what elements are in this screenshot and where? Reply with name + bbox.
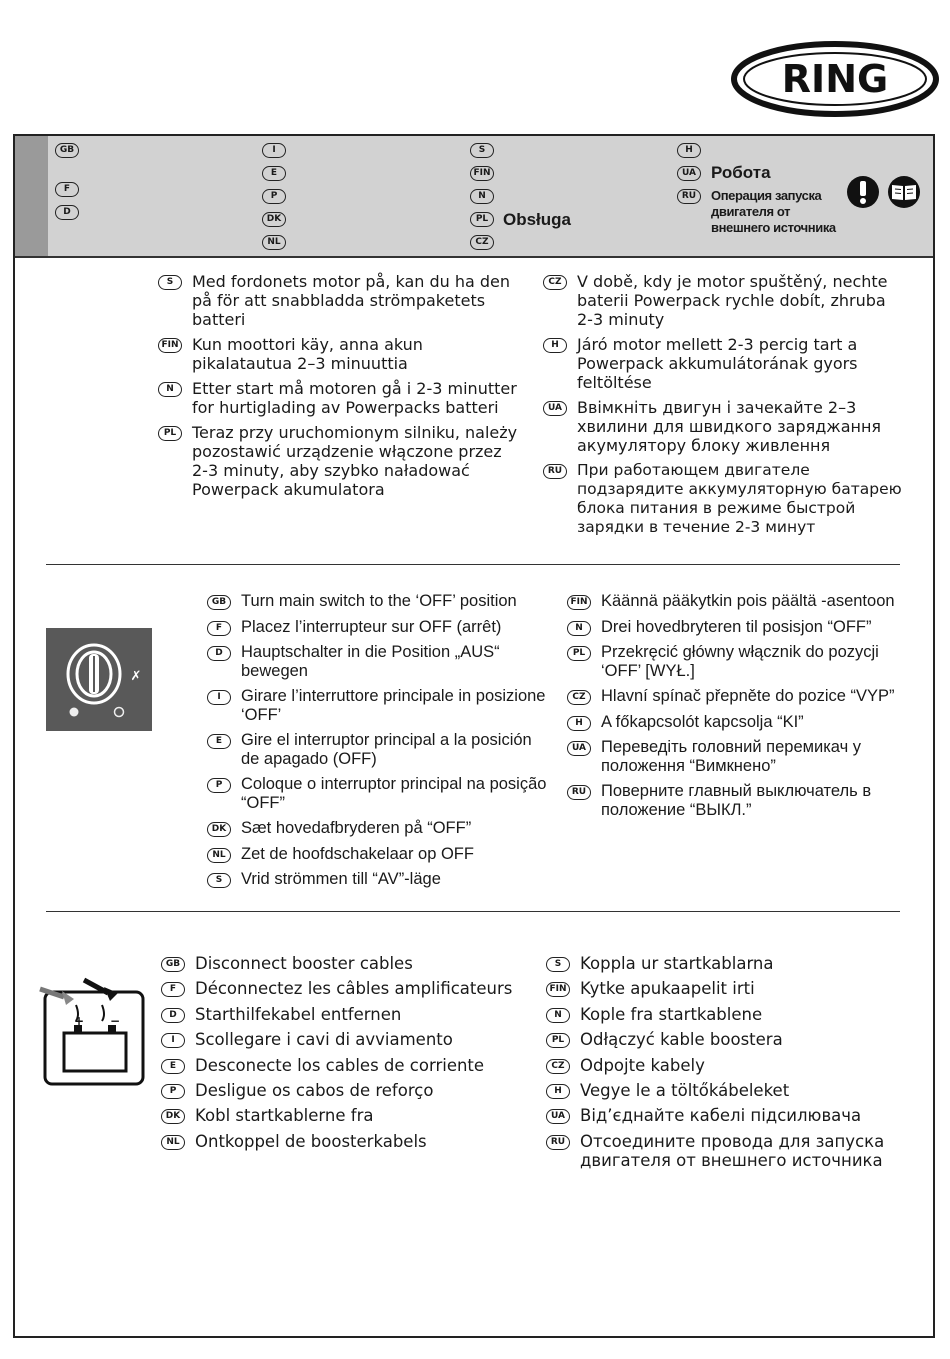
lang-badge: N xyxy=(546,1008,570,1023)
lang-badge: FIN xyxy=(470,166,494,181)
lang-badge: PL xyxy=(546,1033,570,1048)
instruction-item xyxy=(158,272,518,329)
instruction-item xyxy=(158,423,518,499)
lang-badge: F xyxy=(161,982,185,997)
instruction-text: Від’єднайте кабелі підсилювача xyxy=(580,1106,862,1126)
lang-badge: GB xyxy=(55,143,79,158)
lang-badge: P xyxy=(161,1084,185,1099)
lang-badge: P xyxy=(262,189,286,204)
lang-badge: GB xyxy=(207,595,231,610)
instruction-text: Vegye le a töltőkábeleket xyxy=(580,1080,790,1100)
lang-badge: E xyxy=(262,166,286,181)
instruction-text: Drei hovedbryteren til posisjon “OFF” xyxy=(601,617,872,636)
lang-badge: I xyxy=(262,143,286,158)
instruction-text: Vrid strömmen till “AV”-läge xyxy=(241,870,441,888)
lang-badge: RU xyxy=(677,189,701,204)
instruction-item xyxy=(546,1005,911,1024)
lang-badge: FIN xyxy=(546,982,570,997)
lang-badge: DK xyxy=(161,1109,185,1124)
instruction-text: При работающем двигателе подзарядите аккумуляторную батарею блока питания в режиме быстрой зарядки в течение 2-3 минут xyxy=(577,461,902,536)
lang-badge: N xyxy=(158,382,182,397)
lang-badge: RU xyxy=(543,464,567,479)
instruction-item xyxy=(567,713,907,732)
instruction-text: Koppla ur startkablarna xyxy=(580,954,774,973)
instruction-text: A főkapcsolót kapcsolja “KI” xyxy=(601,712,804,731)
lang-badge: CZ xyxy=(546,1059,570,1074)
section-divider xyxy=(46,564,900,565)
instruction-text: Odpojte kabely xyxy=(580,1055,705,1075)
lang-badge: CZ xyxy=(543,275,567,290)
svg-text:✗: ✗ xyxy=(130,669,142,684)
lang-badge: S xyxy=(207,873,231,888)
lang-badge: E xyxy=(161,1059,185,1074)
svg-text:−: − xyxy=(110,1014,121,1028)
exclamation-icon xyxy=(847,176,879,208)
instruction-text: Поверните главный выключатель в положение “ВЫКЛ.” xyxy=(601,782,872,819)
instruction-item xyxy=(161,979,531,998)
instruction-text: Odłączyć kable boostera xyxy=(580,1030,783,1050)
instruction-text: Kytke apukaapelit irti xyxy=(580,979,755,999)
section3-left xyxy=(161,954,531,1157)
battery-cables-icon xyxy=(36,975,154,1093)
book-icon xyxy=(888,176,920,208)
instruction-item xyxy=(543,461,903,537)
header-title-ua: Робота xyxy=(711,163,771,182)
instruction-item xyxy=(546,1081,911,1100)
instruction-item xyxy=(543,335,903,392)
lang-badge: S xyxy=(470,143,494,158)
lang-badge: CZ xyxy=(470,235,494,250)
lang-badge: I xyxy=(161,1033,185,1048)
section-divider xyxy=(46,911,900,912)
instruction-item xyxy=(546,1106,911,1125)
instruction-text: Etter start må motoren gå i 2-3 minutter for hurtiglading av Powerpacks batteri xyxy=(192,379,517,417)
instruction-text: Käännä pääkytkin pois päältä -asentoon xyxy=(601,592,895,610)
instruction-text: Hauptschalter in die Position „AUS“ bewegen xyxy=(241,643,500,680)
instruction-text: Kun moottori käy, anna akun pikalatautua 2–3 minuuttia xyxy=(192,335,423,373)
instruction-text: Kople fra startkablene xyxy=(580,1004,763,1024)
lang-badge: F xyxy=(55,182,79,197)
instruction-text: Placez l’interrupteur sur OFF (arrêt) xyxy=(241,617,502,636)
instruction-item xyxy=(207,592,552,611)
instruction-item xyxy=(546,1056,911,1075)
header-title-ru: Операция запуска двигателя от внешнего источника xyxy=(711,188,836,235)
section1-right xyxy=(543,272,903,543)
instruction-text: Med fordonets motor på, kan du ha den på för att snabbladda strömpaketets batteri xyxy=(192,272,511,329)
instruction-text: Отсоедините провода для запуска двигателя от внешнего источника xyxy=(580,1131,885,1170)
instruction-text: Járó motor mellett 2-3 percig tart a Powerpack akkumulátorának gyors feltöltése xyxy=(577,335,858,392)
svg-text:+: + xyxy=(74,1014,85,1028)
instruction-item xyxy=(161,1132,531,1151)
instruction-item xyxy=(567,687,907,706)
instruction-item xyxy=(207,731,552,768)
instruction-item xyxy=(207,870,552,889)
lang-badge: FIN xyxy=(567,595,591,610)
instruction-item xyxy=(567,782,907,819)
header-accent xyxy=(15,136,48,256)
instruction-item xyxy=(567,738,907,775)
lang-badge: FIN xyxy=(158,338,182,353)
lang-badge: I xyxy=(207,690,231,705)
instruction-item xyxy=(546,1030,911,1049)
instruction-item xyxy=(161,954,531,973)
header-title-pl: Obsługa xyxy=(503,210,572,229)
lang-badge: UA xyxy=(567,741,591,756)
instruction-text: Desligue os cabos de reforço xyxy=(195,1080,434,1100)
instruction-text: Déconnectez les câbles amplificateurs xyxy=(195,979,513,999)
instruction-text: Переведіть головний перемикач у положення “Вимкнено” xyxy=(601,738,862,775)
lang-badge: D xyxy=(161,1008,185,1023)
lang-badge: NL xyxy=(207,848,231,863)
instruction-text: Kobl startkablerne fra xyxy=(195,1106,374,1126)
ring-logo xyxy=(730,40,940,118)
instruction-text: Sæt hovedafbryderen på “OFF” xyxy=(241,819,472,837)
instruction-text: Scollegare i cavi di avviamento xyxy=(195,1030,453,1050)
lang-badge: RU xyxy=(546,1135,570,1150)
lang-badge: NL xyxy=(262,235,286,250)
instruction-item xyxy=(207,618,552,637)
lang-badge: D xyxy=(55,205,79,220)
instruction-text: Hlavní spínač přepněte do pozice “VYP” xyxy=(601,687,895,705)
lang-badge: N xyxy=(567,621,591,636)
instruction-text: Turn main switch to the ‘OFF’ position xyxy=(241,592,517,610)
lang-badge: H xyxy=(677,143,701,158)
lang-badge: D xyxy=(207,646,231,661)
lang-badge: P xyxy=(207,778,231,793)
section2-left xyxy=(207,592,552,896)
instruction-item xyxy=(207,687,552,724)
lang-badge: NL xyxy=(161,1135,185,1150)
instruction-item xyxy=(567,618,907,637)
section3-right xyxy=(546,954,911,1176)
lang-badge: H xyxy=(546,1084,570,1099)
instruction-item xyxy=(207,643,552,680)
instruction-text: Girare l’interruttore principale in posizione ‘OFF’ xyxy=(241,687,546,724)
instruction-text: Coloque o interruptor principal na posição “OFF” xyxy=(241,775,547,812)
lang-badge: RU xyxy=(567,785,591,800)
lang-badge: E xyxy=(207,734,231,749)
instruction-text: Gire el interruptor principal a la posición de apagado (OFF) xyxy=(241,731,532,768)
lang-badge: H xyxy=(543,338,567,353)
section1-left xyxy=(158,272,518,505)
instruction-item xyxy=(158,379,518,417)
lang-badge: UA xyxy=(677,166,701,181)
instruction-text: V době, kdy je motor spuštěný, nechte baterii Powerpack rychle dobít, zhruba 2-3 minuty xyxy=(577,272,888,329)
instruction-item xyxy=(161,1106,531,1125)
instruction-item xyxy=(546,979,911,998)
lang-badge: UA xyxy=(543,401,567,416)
instruction-item xyxy=(161,1056,531,1075)
instruction-text: Zet de hoofdschakelaar op OFF xyxy=(241,844,474,863)
main-switch-icon xyxy=(46,628,152,731)
instruction-item xyxy=(161,1005,531,1024)
instruction-text: Ввімкніть двигун і зачекайте 2–3 хвилини для швидкого заряджання акумулятору блоку живлення xyxy=(577,398,882,455)
instruction-text: Disconnect booster cables xyxy=(195,954,413,973)
instruction-text: Ontkoppel de boosterkabels xyxy=(195,1131,427,1151)
lang-badge: UA xyxy=(546,1109,570,1124)
instruction-item xyxy=(207,819,552,838)
instruction-item xyxy=(543,398,903,455)
lang-badge: DK xyxy=(207,822,231,837)
instruction-item xyxy=(567,592,907,611)
lang-badge: DK xyxy=(262,212,286,227)
instruction-item xyxy=(161,1081,531,1100)
lang-badge: F xyxy=(207,621,231,636)
lang-badge: PL xyxy=(158,426,182,441)
instruction-item xyxy=(543,272,903,329)
instruction-item xyxy=(158,335,518,373)
instruction-item xyxy=(207,775,552,812)
lang-badge: PL xyxy=(567,646,591,661)
brand-name: RING xyxy=(781,57,889,101)
lang-badge: CZ xyxy=(567,690,591,705)
instruction-text: Teraz przy uruchomionym silniku, należy pozostawić urządzenie włączone przez 2-3 minuty, aby szybko naładować Powerpack akumulatora xyxy=(192,423,518,499)
instruction-text: Starthilfekabel entfernen xyxy=(195,1004,402,1024)
instruction-item xyxy=(567,643,907,680)
instruction-text: Desconecte los cables de corriente xyxy=(195,1055,485,1075)
lang-badge: S xyxy=(158,275,182,290)
section2-right xyxy=(567,592,907,826)
header-icons xyxy=(846,175,926,215)
instruction-item xyxy=(161,1030,531,1049)
instruction-item xyxy=(546,954,911,973)
lang-badge: S xyxy=(546,957,570,972)
instruction-item xyxy=(207,845,552,864)
instruction-text: Przekręcić główny włącznik do pozycji ‘OFF’ [WYŁ.] xyxy=(601,643,879,680)
lang-badge: GB xyxy=(161,957,185,972)
instruction-item xyxy=(546,1132,911,1170)
lang-badge: N xyxy=(470,189,494,204)
lang-badge: H xyxy=(567,716,591,731)
lang-badge: PL xyxy=(470,212,494,227)
